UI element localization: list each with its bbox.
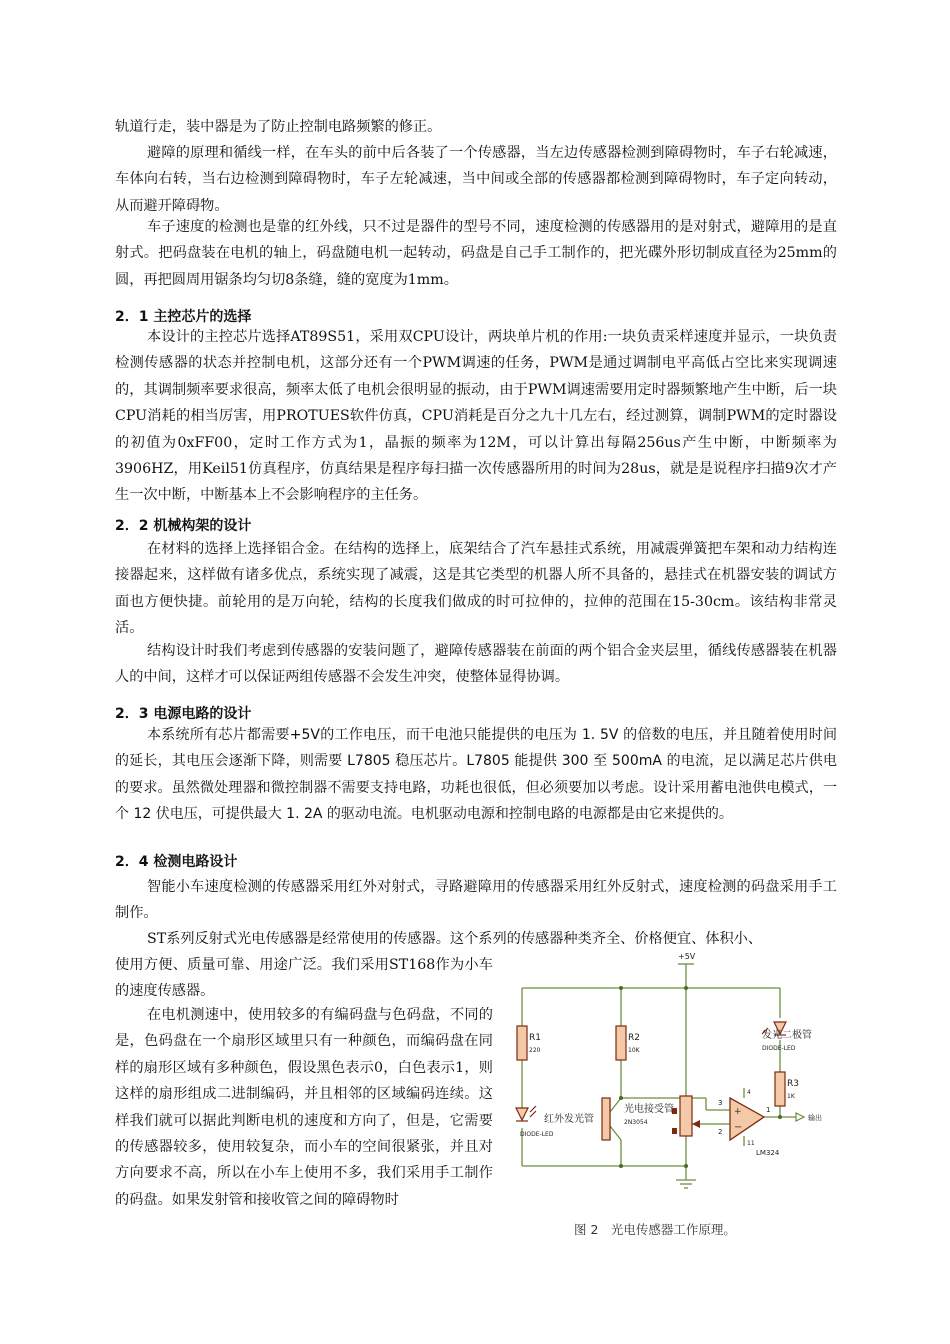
paragraph-st-series: ST系列反射式光电传感器是经常使用的传感器。这个系列的传感器种类齐全、价格便宜、体积小、: [147, 931, 763, 947]
r2-value: 10K: [628, 1047, 640, 1054]
led2-type: DIODE-LED: [762, 1045, 796, 1052]
paragraph-code-disk: 在电机测速中，使用较多的有编码盘与色码盘，不同的是，色码盘在一个扇形区域里只有一种颜色，而编码盘在同样的扇形区域有多种颜色，假设黑色表示0，白色表示1，则这样的扇形组成二进制编码，并且相邻的区域编码连续。这样我们就可以据此判断电机的速度和方向了，但是，它需要的传感器较多，使用较复杂，而小车的空间很紧张，并且对方向要求不高，所以在小车上使用不多，我们采用手工制作的码盘。如果发射管和接收管之间的障碍物时: [115, 1007, 493, 1208]
heading-2-2: 2．2 机械构架的设计: [115, 518, 252, 534]
pin4-label: 4: [747, 1089, 751, 1096]
r1-value: 220: [529, 1047, 541, 1054]
figure-caption: 图 2 光电传感器工作原理。: [574, 1222, 736, 1237]
paragraph-st168: 使用方便、质量可靠、用途广泛。我们采用ST168作为小车的速度传感器。: [115, 957, 493, 1000]
pot-wiper-arrow: [692, 1120, 700, 1128]
paragraph-0: 轨道行走，装中器是为了防止控制电路频繁的修正。: [115, 119, 442, 135]
circuit-diagram: [506, 948, 846, 1200]
r3-label: R3: [787, 1079, 799, 1089]
paragraph-main-chip: 本设计的主控芯片选择AT89S51，采用双CPU设计，两块单片机的作用:一块负责采样速度并显示，一块负责检测传感器的状态并控制电机，这部分还有一个PWM调速的任务，PWM是通过调制电平高低占空比来实现调速的，其调制频率要求很高，频率太低了电机会很明显的振动，由于PWM调速需要用定时器频繁地产生中断，后一块CPU消耗的相当厉害，用PROTUES软件仿真，CPU消耗是百分之九十几左右，经过测算，调制PWM的定时器设的初值为0xFF00，定时工作方式为1，晶振的频率为12M，可以计算出每隔256us产生中断，中断频率为3906HZ，用Keil51仿真程序，仿真结果是程序每扫描一次传感器所用的时间为28us，就是是说程序扫描9次才产生一次中断，中断基本上不会影响程序的主任务。: [115, 329, 837, 504]
svg-text:−: −: [734, 1122, 743, 1133]
figure-photoelectric-sensor-circuit: [506, 948, 846, 1200]
heading-2-1: 2．1 主控芯片的选择: [115, 309, 252, 325]
led2-label: 发光二极管: [762, 1030, 812, 1041]
paragraph-sensor-install: 结构设计时我们考虑到传感器的安装问题了，避障传感器装在前面的两个铝合金夹层里，循线传感器装在机器人的中间，这样才可以保证两组传感器不会发生冲突，使整体显得协调。: [115, 643, 837, 686]
ir-led-type: DIODE-LED: [520, 1131, 554, 1138]
ir-led-symbol: [516, 1106, 536, 1121]
pin3-label: 3: [718, 1099, 723, 1107]
paragraph-detection-circuit: 智能小车速度检测的传感器采用红外对射式，寻路避障用的传感器采用红外反射式，速度检测的码盘采用手工制作。: [115, 879, 837, 922]
heading-2-3: 2．3 电源电路的设计: [115, 706, 252, 722]
r2-label: R2: [628, 1033, 640, 1043]
paragraph-power-circuit: 本系统所有芯片都需要+5V的工作电压，而干电池只能提供的电压为 1. 5V 的倍数的电压，并且随着使用时间的延长，其电压会逐渐下降，则需要 L7805 稳压芯片。L7805 能提供 300 至 500mA 的电流，足以满足芯片供电的要求。虽然微处理器和微控制器不需要支持电路，功耗也很低，但必须要加以考虑。设计采用蓄电池供电模式，一个 12 伏电压，可提供最大 1. 2A 的驱动电流。电机驱动电源和控制电路的电源都是由它来提供的。: [115, 727, 837, 823]
pin2-label: 2: [718, 1128, 723, 1136]
r3-value: 1K: [787, 1093, 795, 1100]
pin1-label: 1: [766, 1106, 771, 1114]
transistor-type: 2N3054: [624, 1119, 648, 1126]
output-arrow: [796, 1113, 804, 1121]
output-label: 输出: [808, 1114, 822, 1122]
circuit-junctions: [619, 986, 782, 1168]
svg-text:+: +: [734, 1107, 742, 1117]
opamp-symbol: [730, 1098, 764, 1140]
heading-2-4: 2．4 检测电路设计: [115, 854, 238, 870]
pin11-label: 11: [747, 1140, 755, 1147]
r1-label: R1: [529, 1033, 541, 1043]
vcc-label: +5V: [678, 952, 696, 961]
paragraph-mechanical: 在材料的选择上选择铝合金。在结构的选择上，底架结合了汽车悬挂式系统，用减震弹簧把车架和动力结构连接器起来，这样做有诸多优点，系统实现了减震，这是其它类型的机器人所不具备的，悬挂式在机器安装的调试方面也方便快捷。前轮用的是万向轮，结构的长度我们做成的时可拉伸的，拉伸的范围在15-30cm。该结构非常灵活。: [115, 541, 837, 637]
circuit-wires: [522, 964, 796, 1188]
phototransistor-label: 光电接受管: [624, 1104, 674, 1115]
phototransistor-symbol: [602, 1098, 610, 1140]
paragraph-speed-detection: 车子速度的检测也是靠的红外线，只不过是器件的型号不同，速度检测的传感器用的是对射式，避障用的是直射式。把码盘装在电机的轴上，码盘随电机一起转动，码盘是自己手工制作的，把光碟外形切制成直径为25mm的圆，再把圆周用锯条均匀切8条缝，缝的宽度为1mm。: [115, 219, 837, 288]
opamp-label: LM324: [756, 1149, 780, 1157]
paragraph-obstacle-avoidance: 避障的原理和循线一样，在车头的前中后各装了一个传感器，当左边传感器检测到障碍物时，车子右轮减速，车体向右转，当右边检测到障碍物时，车子左轮减速，当中间或全部的传感器都检测到障碍物时，车子定向转动，从而避开障碍物。: [115, 145, 837, 214]
ir-led-label: 红外发光管: [544, 1114, 594, 1125]
